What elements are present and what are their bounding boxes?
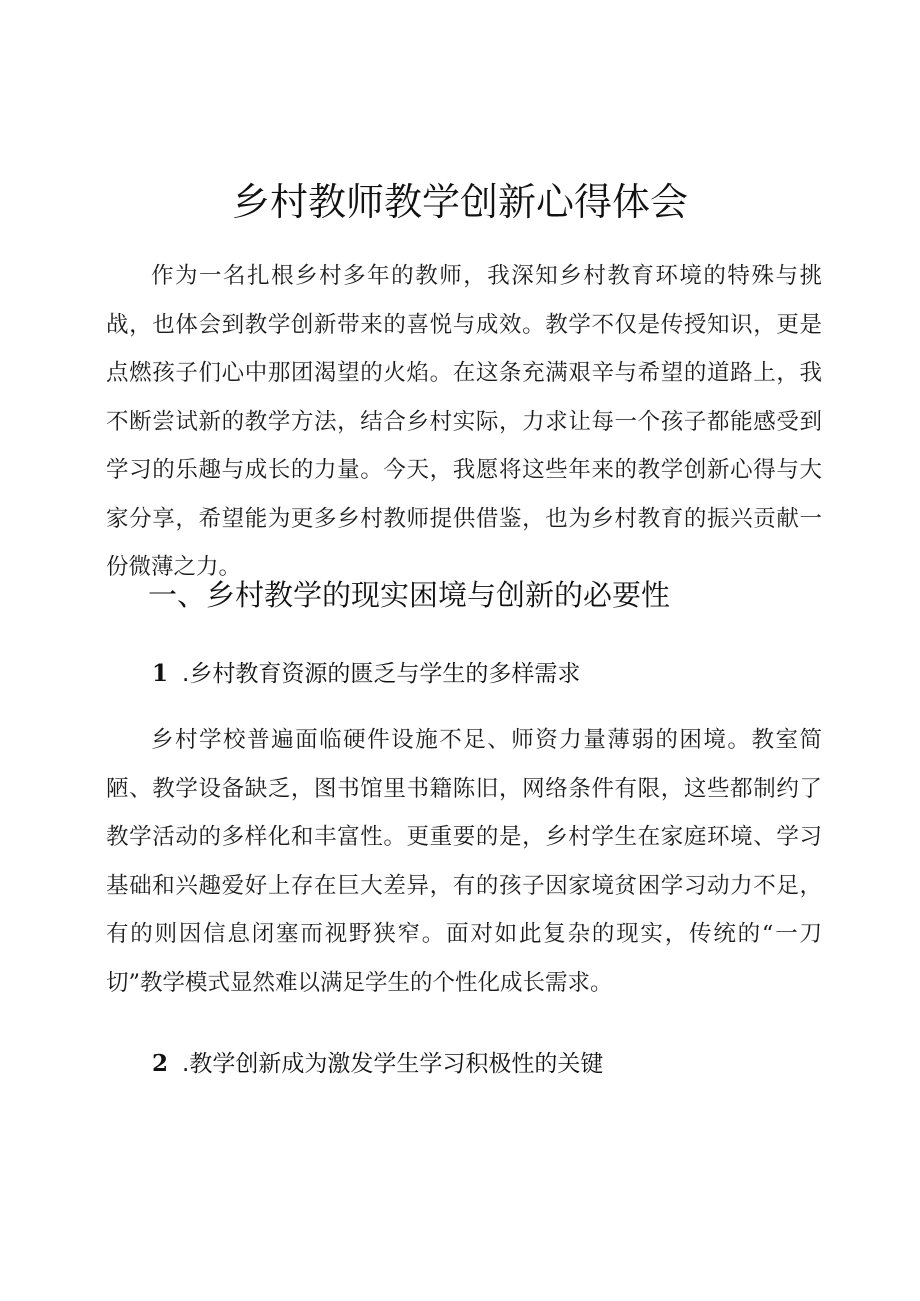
subsection-number-2: 2 bbox=[152, 1050, 169, 1077]
subsection-1-paragraph: 乡村学校普遍面临硬件设施不足、师资力量薄弱的困境。教室简陋、教学设备缺乏，图书馆里书籍陈旧，网络条件有限，这些都制约了教学活动的多样化和丰富性。更重要的是，乡村学生在家庭环境、学习基础和兴趣爱好上存在巨大差异，有的孩子因家境贫困学习动力不足，有的则因信息闭塞而视野狭窄。面对如此复杂的现实，传统的“一刀切”教学模式显然难以满足学生的个性化成长需求。 bbox=[106, 727, 822, 996]
document-title: 乡村教师教学创新心得体会 bbox=[231, 180, 688, 224]
intro-paragraph: 作为一名扎根乡村多年的教师，我深知乡村教育环境的特殊与挑战，也体会到教学创新带来的喜悦与成效。教学不仅是传授知识，更是点燃孩子们心中那团渴望的火焰。在这条充满艰辛与希望的道路上，我不断尝试新的教学方法，结合乡村实际，力求让每一个孩子都能感受到学习的乐趣与成长的力量。今天，我愿将这些年来的教学创新心得与大家分享，希望能为更多乡村教师提供借鉴，也为乡村教育的振兴贡献一份微薄之力。 bbox=[106, 263, 822, 580]
subsection-heading-1 bbox=[152, 656, 580, 692]
subsection-title-2: .教学创新成为激发学生学习积极性的关键 bbox=[182, 1051, 604, 1077]
subsection-number-1: 1 bbox=[152, 660, 169, 687]
subsection-title-1: .乡村教育资源的匮乏与学生的多样需求 bbox=[182, 661, 581, 687]
section-heading-1: 一、乡村教学的现实困境与创新的必要性 bbox=[148, 578, 671, 612]
subsection-heading-2 bbox=[152, 1046, 603, 1082]
